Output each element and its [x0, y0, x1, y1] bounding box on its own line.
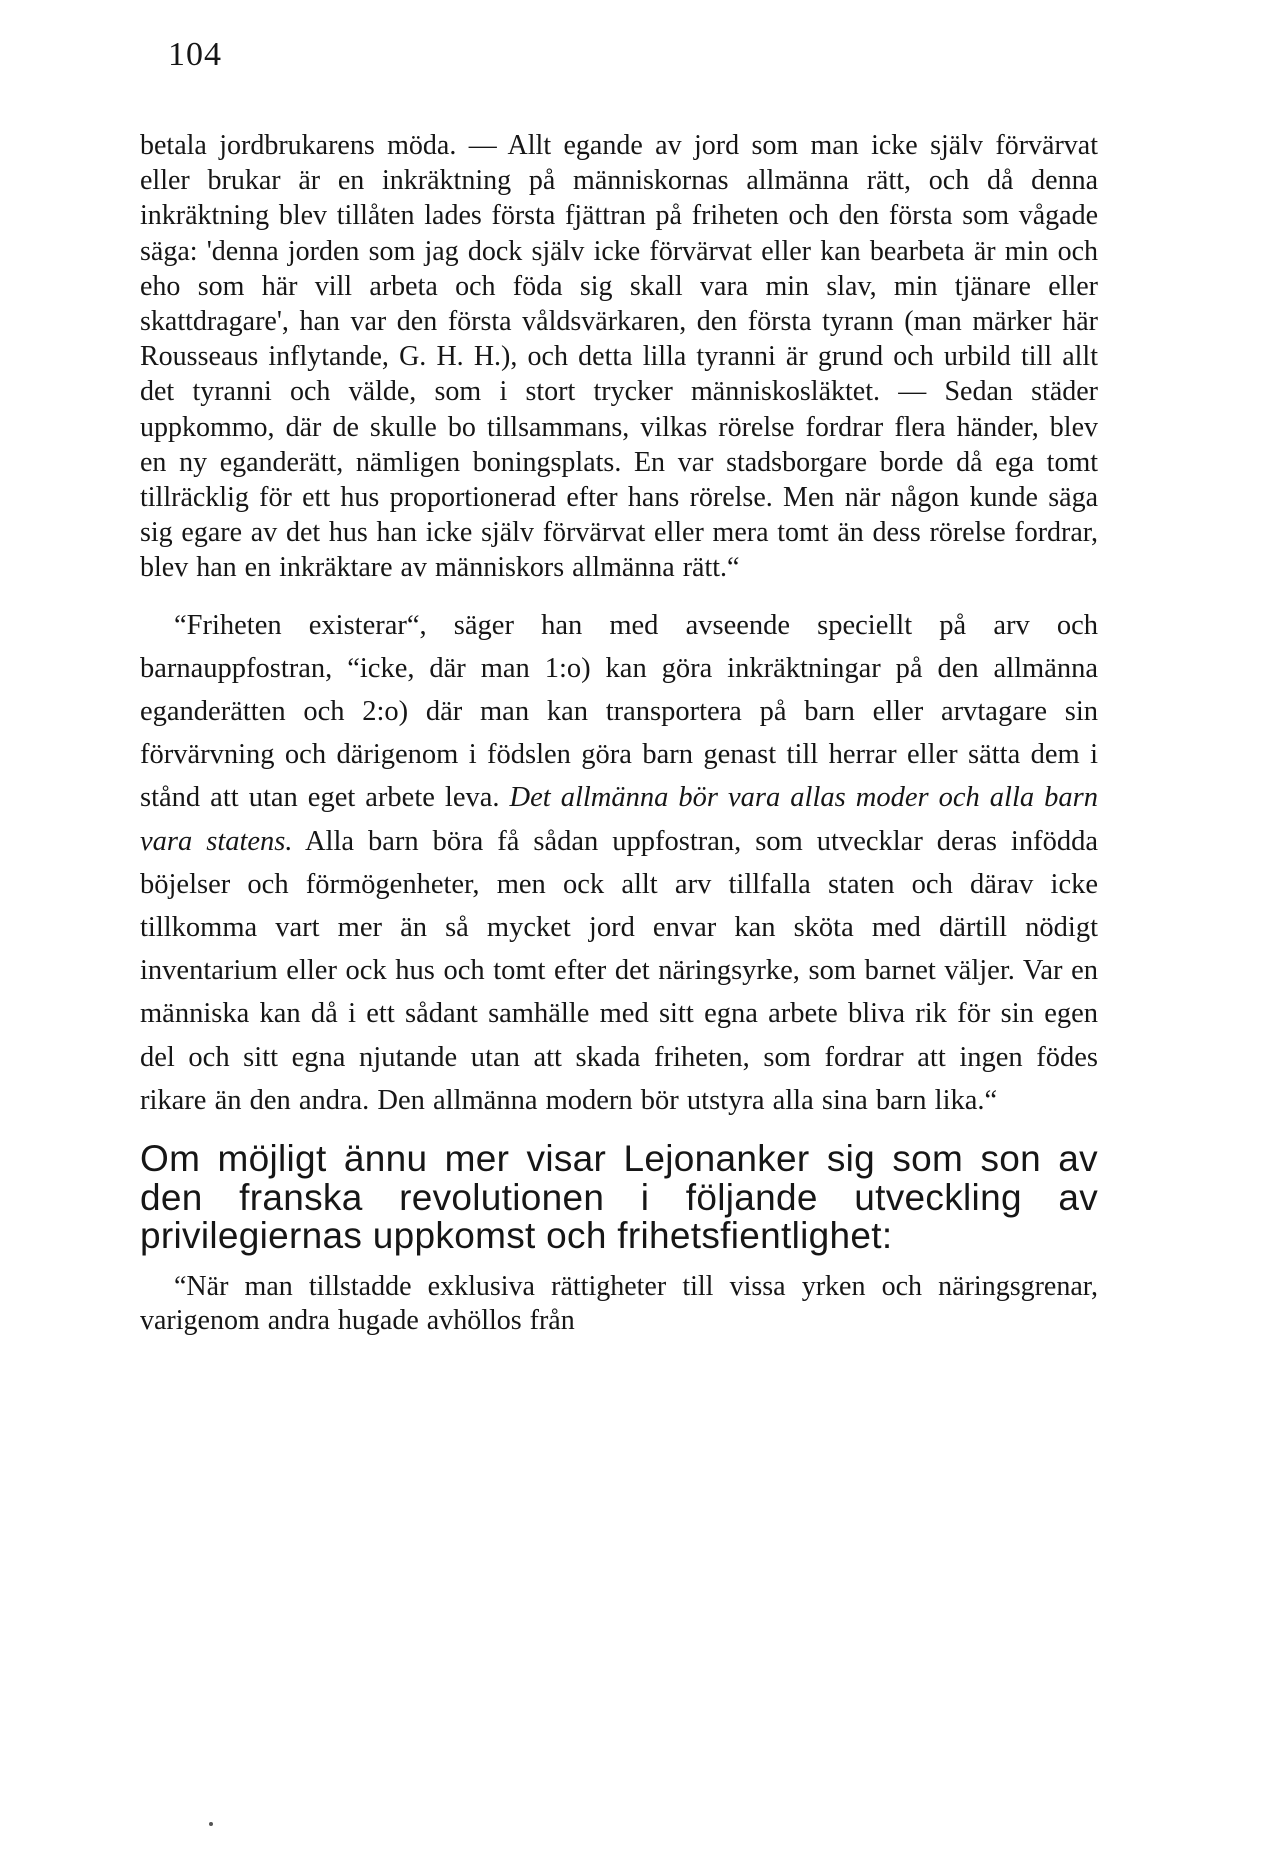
closing-quotation-paragraph: “När man tillstadde exklusiva rättigheter till vissa yrken och näringsgrenar, varigenom andra hugade avhöllos från	[140, 1270, 1098, 1337]
quotation-opening-text: “Friheten existerar“, säger han med avseende speciellt på arv och barnauppfostran, “icke, där man 1:o) kan göra inkräktningar på den allmänna eganderätten och 2:o) där man kan transportera på barn eller arvtagare sin förvärvning och därigenom i födslen göra barn genast till herrar eller sätta dem i stånd att utan eget arbete leva.	[140, 609, 1098, 814]
page-body-text	[140, 128, 1098, 1339]
printing-dot	[209, 1822, 213, 1826]
page-number: 104	[168, 36, 222, 73]
freedom-quotation-paragraph	[140, 604, 1098, 1122]
quotation-continuing-text: Alla barn böra få sådan uppfostran, som utvecklar deras infödda böjelser och förmögenheter, men ock allt arv tillfalla staten och därav icke tillkomma vart mer än så mycket jord envar kan sköta med därtill nödigt inventarium eller ock hus och tomt efter det näringsyrke, som barnet väljer. Var en människa kan då i ett sådant samhälle med sitt egna arbete bliva rik för sin egen del och sitt egna njutande utan att skada friheten, som fordrar att ingen födes rikare än den andra. Den allmänna modern bör utstyra alla sina barn lika.“	[140, 825, 1098, 1116]
large-text-heading: Om möjligt ännu mer visar Lejonanker sig som son av den franska revolutionen i följande utveckling av privilegiernas uppkomst och frihetsfientlighet:	[140, 1138, 1098, 1257]
continued-quotation-paragraph: betala jordbrukarens möda. — Allt egande av jord som man icke själv förvärvat eller brukar är en inkräktning på människornas allmänna rätt, och då denna inkräktning blev tillåten lades första fjättran på friheten och den första som vågade säga: 'denna jorden som jag dock själv icke förvärvat eller kan bearbeta är min och eho som här vill arbeta och föda sig skall vara min slav, min tjänare eller skattdragare', han var den första våldsvärkaren, den första tyrann (man märker här Rousseaus inflytande, G. H. H.), och detta lilla tyranni är grund och urbild till allt det tyranni och välde, som i stort trycker människosläktet. — Sedan städer uppkommo, där de skulle bo tillsammans, vilkas rörelse fordrar flera händer, blev en ny eganderätt, nämligen boningsplats. En var stadsborgare borde då ega tomt tillräcklig för ett hus proportionerad efter hans rörelse. Men när någon kunde säga sig egare av det hus han icke själv förvärvat eller mera tomt än dess rörelse fordrar, blev han en inkräktare av människors allmänna rätt.“	[140, 130, 1098, 584]
italic-emphasis-sentence: Det allmänna bör vara allas moder och alla barn vara statens.	[140, 782, 1098, 857]
